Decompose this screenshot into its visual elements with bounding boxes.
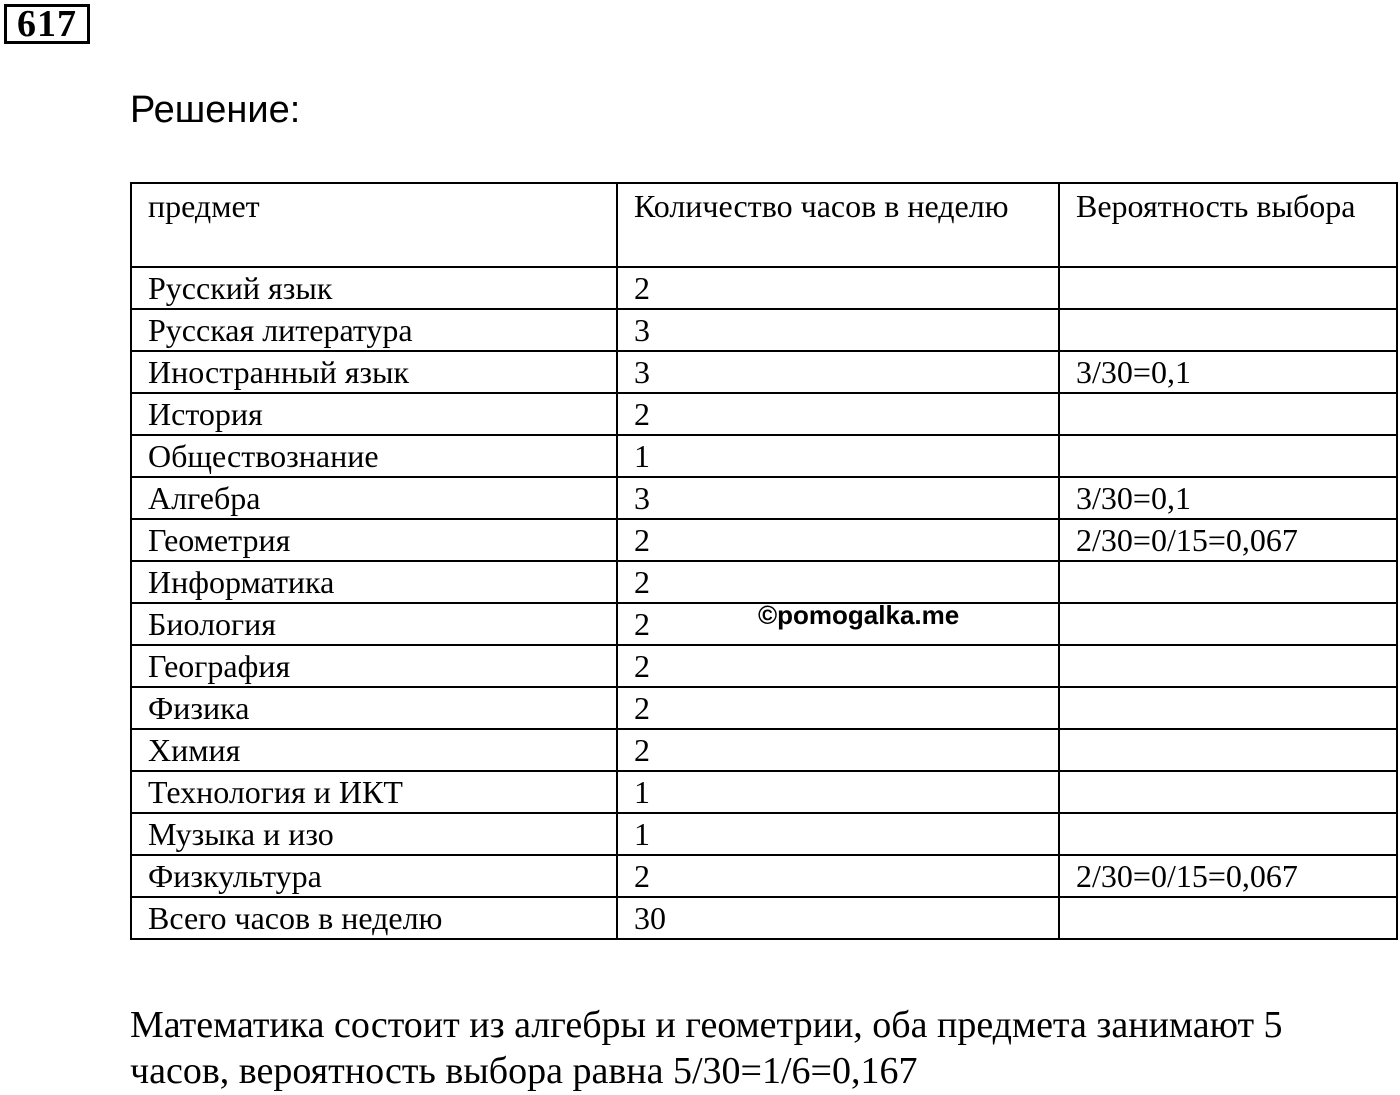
cell-hours: 1 [617,435,1059,477]
cell-subject: Геометрия [131,519,617,561]
cell-subject: Физика [131,687,617,729]
solution-label: Решение: [130,89,301,131]
table-row [131,897,1397,939]
cell-probability [1059,897,1397,939]
cell-subject: Технология и ИКТ [131,771,617,813]
cell-hours: 2 [617,855,1059,897]
cell-probability [1059,771,1397,813]
header-subject: предмет [131,183,617,267]
table-row [131,351,1397,393]
table-row [131,393,1397,435]
cell-hours: 2 [617,729,1059,771]
cell-probability [1059,729,1397,771]
cell-subject: История [131,393,617,435]
cell-hours: 2 [617,267,1059,309]
cell-subject: Иностранный язык [131,351,617,393]
table-row [131,855,1397,897]
problem-number: 617 [4,4,90,44]
cell-subject: Русская литература [131,309,617,351]
table-row [131,561,1397,603]
cell-subject: Русский язык [131,267,617,309]
cell-probability [1059,645,1397,687]
table-row [131,771,1397,813]
subjects-table [130,182,1398,940]
cell-hours: 1 [617,771,1059,813]
cell-subject: Обществознание [131,435,617,477]
cell-probability: 3/30=0,1 [1059,477,1397,519]
cell-hours: 3 [617,309,1059,351]
cell-subject: Информатика [131,561,617,603]
watermark: ©pomogalka.me [758,600,960,630]
table-row [131,519,1397,561]
cell-probability [1059,603,1397,645]
cell-hours: 3 [617,351,1059,393]
table-row [131,645,1397,687]
cell-hours: 2 [617,645,1059,687]
cell-probability [1059,687,1397,729]
cell-subject: Алгебра [131,477,617,519]
cell-hours: 2 [617,519,1059,561]
table-row [131,687,1397,729]
cell-hours: 2 [617,687,1059,729]
cell-subject: Биология [131,603,617,645]
cell-probability [1059,309,1397,351]
cell-hours: 30 [617,897,1059,939]
cell-probability [1059,435,1397,477]
cell-hours: 2 [617,603,1059,645]
cell-probability [1059,267,1397,309]
cell-probability [1059,393,1397,435]
cell-probability: 3/30=0,1 [1059,351,1397,393]
table-row [131,435,1397,477]
cell-subject: Всего часов в неделю [131,897,617,939]
cell-hours: 3 [617,477,1059,519]
cell-hours: 1 [617,813,1059,855]
table-row [131,729,1397,771]
cell-hours: 2 [617,561,1059,603]
cell-probability [1059,561,1397,603]
cell-hours: 2 [617,393,1059,435]
cell-subject: Музыка и изо [131,813,617,855]
cell-subject: Физкультура [131,855,617,897]
header-probability: Вероятность выбора [1059,183,1397,267]
table-row [131,477,1397,519]
cell-subject: Химия [131,729,617,771]
cell-subject: География [131,645,617,687]
conclusion-text: Математика состоит из алгебры и геометрии, оба предмета занимают 5 часов, вероятность выбора равна 5/30=1/6=0,167 [130,1004,1283,1092]
table-header-row [131,183,1397,267]
table-row [131,267,1397,309]
cell-probability: 2/30=0/15=0,067 [1059,855,1397,897]
table-row [131,813,1397,855]
table-row [131,309,1397,351]
header-hours: Количество часов в неделю [617,183,1059,267]
cell-probability [1059,813,1397,855]
cell-probability: 2/30=0/15=0,067 [1059,519,1397,561]
